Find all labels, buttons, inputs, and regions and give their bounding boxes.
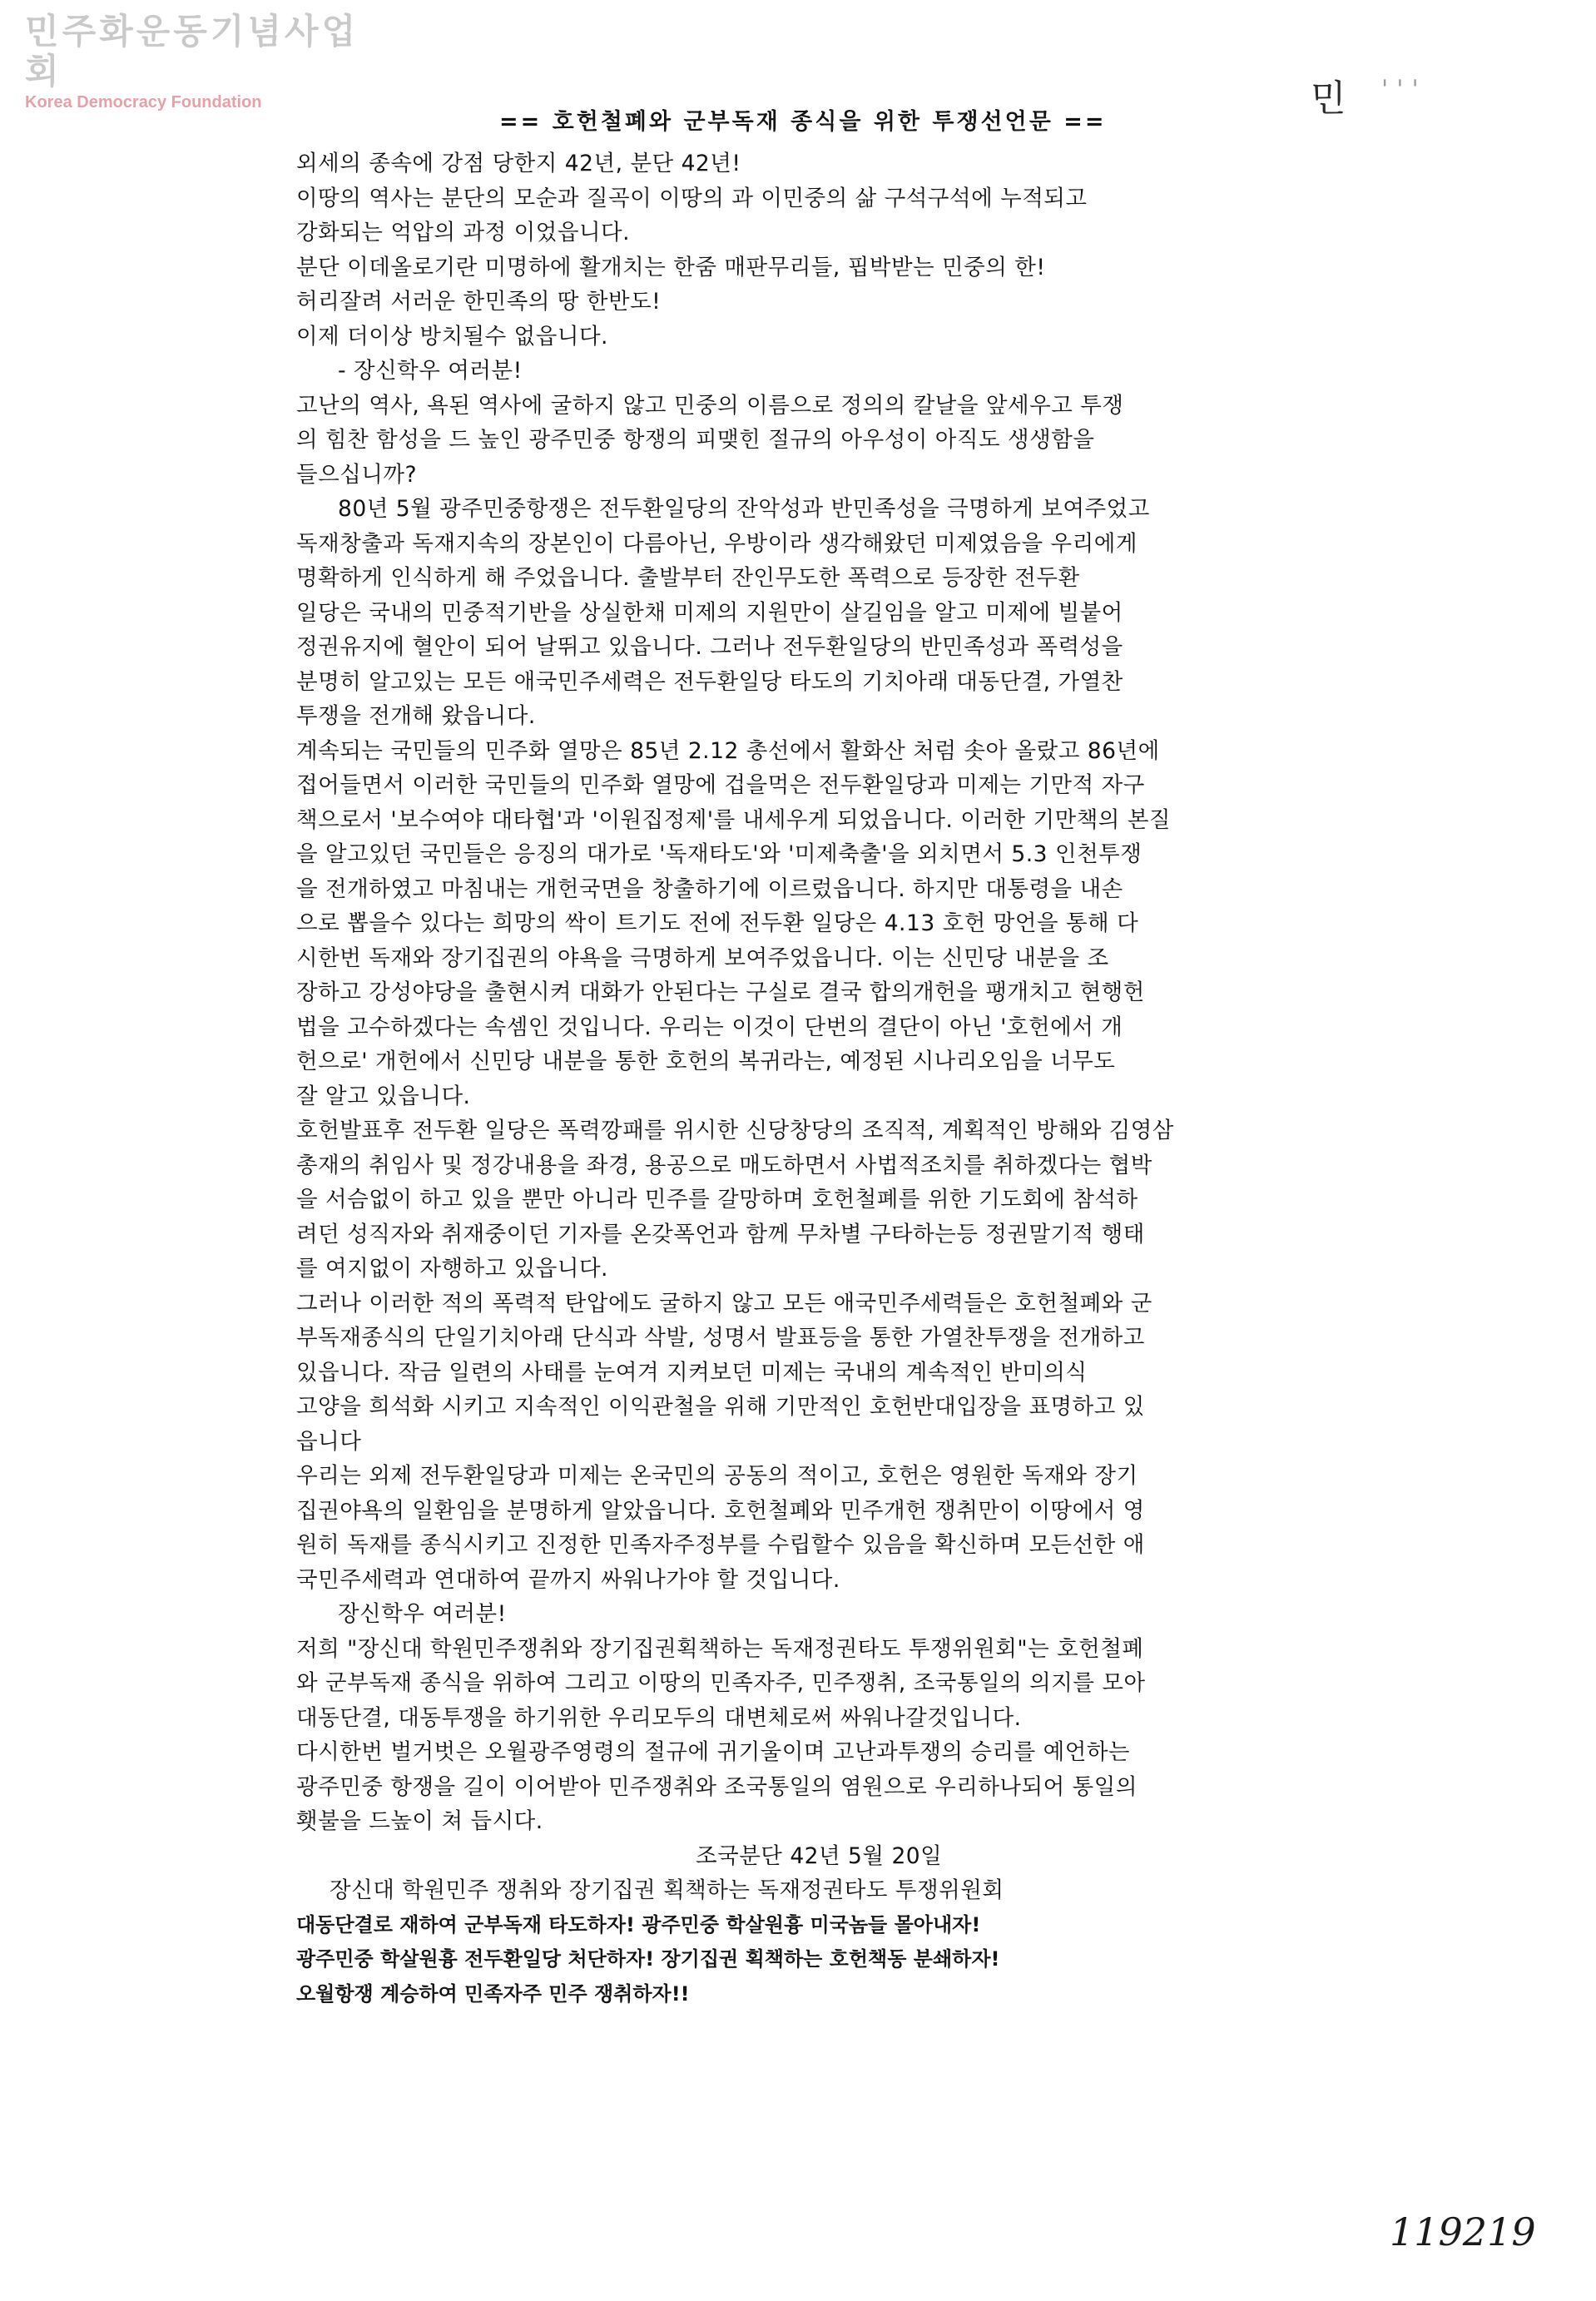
text-line: 을 알고있던 국민들은 응징의 대가로 '독재타도'와 '미제축출'을 외치면서 5.3 인천투쟁 bbox=[296, 841, 1142, 867]
slogan-line: 대동단결로 재하여 군부독재 타도하자! 광주민중 학살원흉 미국놈들 몰아내자! bbox=[296, 1912, 981, 1937]
text-line: 이땅의 역사는 분단의 모순과 질곡이 이땅의 과 이민중의 삶 구석구석에 누적되고 bbox=[296, 185, 1088, 211]
text-line: 원히 독재를 종식시키고 진정한 민족자주정부를 수립할수 있음을 확신하며 모든선한 애 bbox=[296, 1532, 1145, 1558]
text-line: 강화되는 억압의 과정 이었읍니다. bbox=[296, 220, 631, 245]
text-line: 허리잘려 서러운 한민족의 땅 한반도! bbox=[296, 289, 662, 315]
text-line: 접어들면서 이러한 국민들의 민주화 열망에 겁을먹은 전두환일당과 미제는 기만적 자구 bbox=[296, 772, 1145, 798]
text-line: 투쟁을 전개해 왔읍니다. bbox=[296, 703, 536, 729]
text-line: 독재창출과 독재지속의 장본인이 다름아닌, 우방이라 생각해왔던 미제였음을 우리에게 bbox=[296, 530, 1138, 557]
faint-corner-mark: ''' bbox=[1381, 75, 1427, 104]
date-line: 조국분단 42년 5월 20일 bbox=[696, 1842, 943, 1869]
text-line: 으로 뽑을수 있다는 희망의 싹이 트기도 전에 전두환 일당은 4.13 호헌 망언을 통해 다 bbox=[296, 910, 1139, 936]
text-line: 읍니다 bbox=[296, 1428, 362, 1455]
slogan-line: 오월항쟁 계승하여 민족자주 민주 쟁취하자!! bbox=[296, 1981, 690, 2006]
text-line: 정권유지에 혈안이 되어 날뛰고 있읍니다. 그러나 전두환일당의 반민족성과 폭력성을 bbox=[296, 634, 1123, 660]
handwritten-page-number: 119219 bbox=[1390, 2209, 1536, 2254]
text-line: 들으십니까? bbox=[296, 461, 418, 488]
text-line: 의 힘찬 함성을 드 높인 광주민중 항쟁의 피맺힌 절규의 아우성이 아직도 생생함을 bbox=[296, 427, 1095, 453]
text-line: 분단 이데올로기란 미명하에 활개치는 한줌 매판무리들, 핍박받는 민중의 한! bbox=[296, 254, 1046, 280]
text-line: 장하고 강성야당을 출현시켜 대화가 안된다는 구실로 결국 합의개헌을 팽개치고 현행헌 bbox=[296, 979, 1145, 1005]
logo-korean-text: 민주화운동기념사업회 bbox=[25, 11, 359, 92]
text-line: 법을 고수하겠다는 속셈인 것입니다. 우리는 이것이 단번의 결단이 아닌 '호헌에서 개 bbox=[296, 1014, 1123, 1040]
text-line: 고양을 희석화 시키고 지속적인 이익관철을 위해 기만적인 호헌반대입장을 표명하고 있 bbox=[296, 1394, 1145, 1420]
text-line: 려던 성직자와 취재중이던 기자를 온갖폭언과 함께 무차별 구타하는등 정권말기적 행태 bbox=[296, 1221, 1145, 1247]
text-line: 그러나 이러한 적의 폭력적 탄압에도 굴하지 않고 모든 애국민주세력들은 호헌철폐와 군 bbox=[296, 1290, 1152, 1317]
text-line: 횃불을 드높이 쳐 듭시다. bbox=[296, 1808, 543, 1834]
text-line: 고난의 역사, 욕된 역사에 굴하지 않고 민중의 이름으로 정의의 칼날을 앞세우고 투쟁 bbox=[296, 392, 1124, 419]
text-line: 외세의 종속에 강점 당한지 42년, 분단 42년! bbox=[296, 151, 741, 176]
text-line: 시한번 독재와 장기집권의 야욕을 극명하게 보여주었읍니다. 이는 신민당 내분을 조 bbox=[296, 945, 1109, 971]
text-line: 와 군부독재 종식을 위하여 그리고 이땅의 민족자주, 민주쟁취, 조국통일의 의지를 모아 bbox=[296, 1670, 1146, 1696]
logo-english-text: Korea Democracy Foundation bbox=[25, 93, 262, 112]
text-line: 분명히 알고있는 모든 애국민주세력은 전두환일당 타도의 기치아래 대동단결, 가열찬 bbox=[296, 668, 1123, 695]
text-line: 을 전개하였고 마침내는 개헌국면을 창출하기에 이르렀읍니다. 하지만 대통령을 내손 bbox=[296, 875, 1123, 902]
text-line: 80년 5월 광주민중항쟁은 전두환일당의 잔악성과 반민족성을 극명하게 보여주었고 bbox=[338, 496, 1150, 522]
signatory-line: 장신대 학원민주 쟁취와 장기집권 획책하는 독재정권타도 투쟁위원회 bbox=[330, 1877, 1004, 1903]
foundation-logo bbox=[25, 12, 374, 112]
text-line: 을 서슴없이 하고 있을 뿐만 아니라 민주를 갈망하며 호헌철폐를 위한 기도회에 참석하 bbox=[296, 1187, 1138, 1212]
text-line: 계속되는 국민들의 민주화 열망은 85년 2.12 총선에서 활화산 처럼 솟아 올랐고 86년에 bbox=[296, 737, 1160, 764]
handwritten-corner-mark: 민 bbox=[1311, 77, 1346, 120]
text-line: 책으로서 '보수여야 대타협'과 '이원집정제'를 내세우게 되었읍니다. 이러한 기만책의 본질 bbox=[296, 806, 1172, 833]
text-line: 광주민중 항쟁을 길이 이어받아 민주쟁취와 조국통일의 염원으로 우리하나되어 통일의 bbox=[296, 1773, 1138, 1800]
text-line: - 장신학우 여러분! bbox=[338, 358, 523, 384]
text-line: 대동단결, 대동투쟁을 하기위한 우리모두의 대변체로써 싸워나갈것입니다. bbox=[296, 1704, 1022, 1731]
text-line: 일당은 국내의 민중적기반을 상실한채 미제의 지원만이 살길임을 알고 미제에 빌붙어 bbox=[296, 599, 1123, 626]
text-line: 집권야욕의 일환임을 분명하게 알았읍니다. 호헌철폐와 민주개헌 쟁취만이 이땅에서 영 bbox=[296, 1497, 1145, 1524]
text-line: 를 여지없이 자행하고 있읍니다. bbox=[296, 1256, 608, 1282]
text-line: 잘 알고 있읍니다. bbox=[296, 1083, 471, 1109]
text-line: 저희 "장신대 학원민주쟁취와 장기집권획책하는 독재정권타도 투쟁위원회"는 호헌철폐 bbox=[296, 1635, 1144, 1662]
text-line: 부독재종식의 단일기치아래 단식과 삭발, 성명서 발표등을 통한 가열찬투쟁을 전개하고 bbox=[296, 1325, 1145, 1351]
text-line: 이제 더이상 방치될수 없읍니다. bbox=[296, 323, 608, 350]
text-line: 헌으로' 개헌에서 신민당 내분을 통한 호헌의 복귀라는, 예정된 시나리오임을 너무도 bbox=[296, 1049, 1116, 1074]
text-line: 있읍니다. 작금 일련의 사태를 눈여겨 지켜보던 미제는 국내의 계속적인 반미의식 bbox=[296, 1359, 1088, 1386]
text-line: 국민주세력과 연대하여 끝까지 싸워나가야 할 것입니다. bbox=[296, 1566, 840, 1593]
declaration-body bbox=[296, 146, 1328, 2011]
text-line: 명확하게 인식하게 해 주었읍니다. 출발부터 잔인무도한 폭력으로 등장한 전두환 bbox=[296, 565, 1080, 591]
slogan-line: 광주민중 학살원흉 전두환일당 처단하자! 장기집권 획책하는 호헌책동 분쇄하자! bbox=[296, 1947, 1000, 1971]
document-title: == 호헌철폐와 군부독재 종식을 위한 투쟁선언문 == bbox=[499, 109, 1107, 135]
text-line: 우리는 외제 전두환일당과 미제는 온국민의 공동의 적이고, 호헌은 영원한 독재와 장기 bbox=[296, 1463, 1138, 1489]
text-line: 호헌발표후 전두환 일당은 폭력깡패를 위시한 신당창당의 조직적, 계획적인 방해와 김영삼 bbox=[296, 1118, 1174, 1143]
text-line: 장신학우 여러분! bbox=[338, 1601, 507, 1627]
text-line: 다시한번 벌거벗은 오월광주영령의 절규에 귀기울이며 고난과투쟁의 승리를 예언하는 bbox=[296, 1739, 1131, 1765]
text-line: 총재의 취임사 및 정강내용을 좌경, 용공으로 매도하면서 사법적조치를 취하겠다는 협박 bbox=[296, 1152, 1152, 1178]
